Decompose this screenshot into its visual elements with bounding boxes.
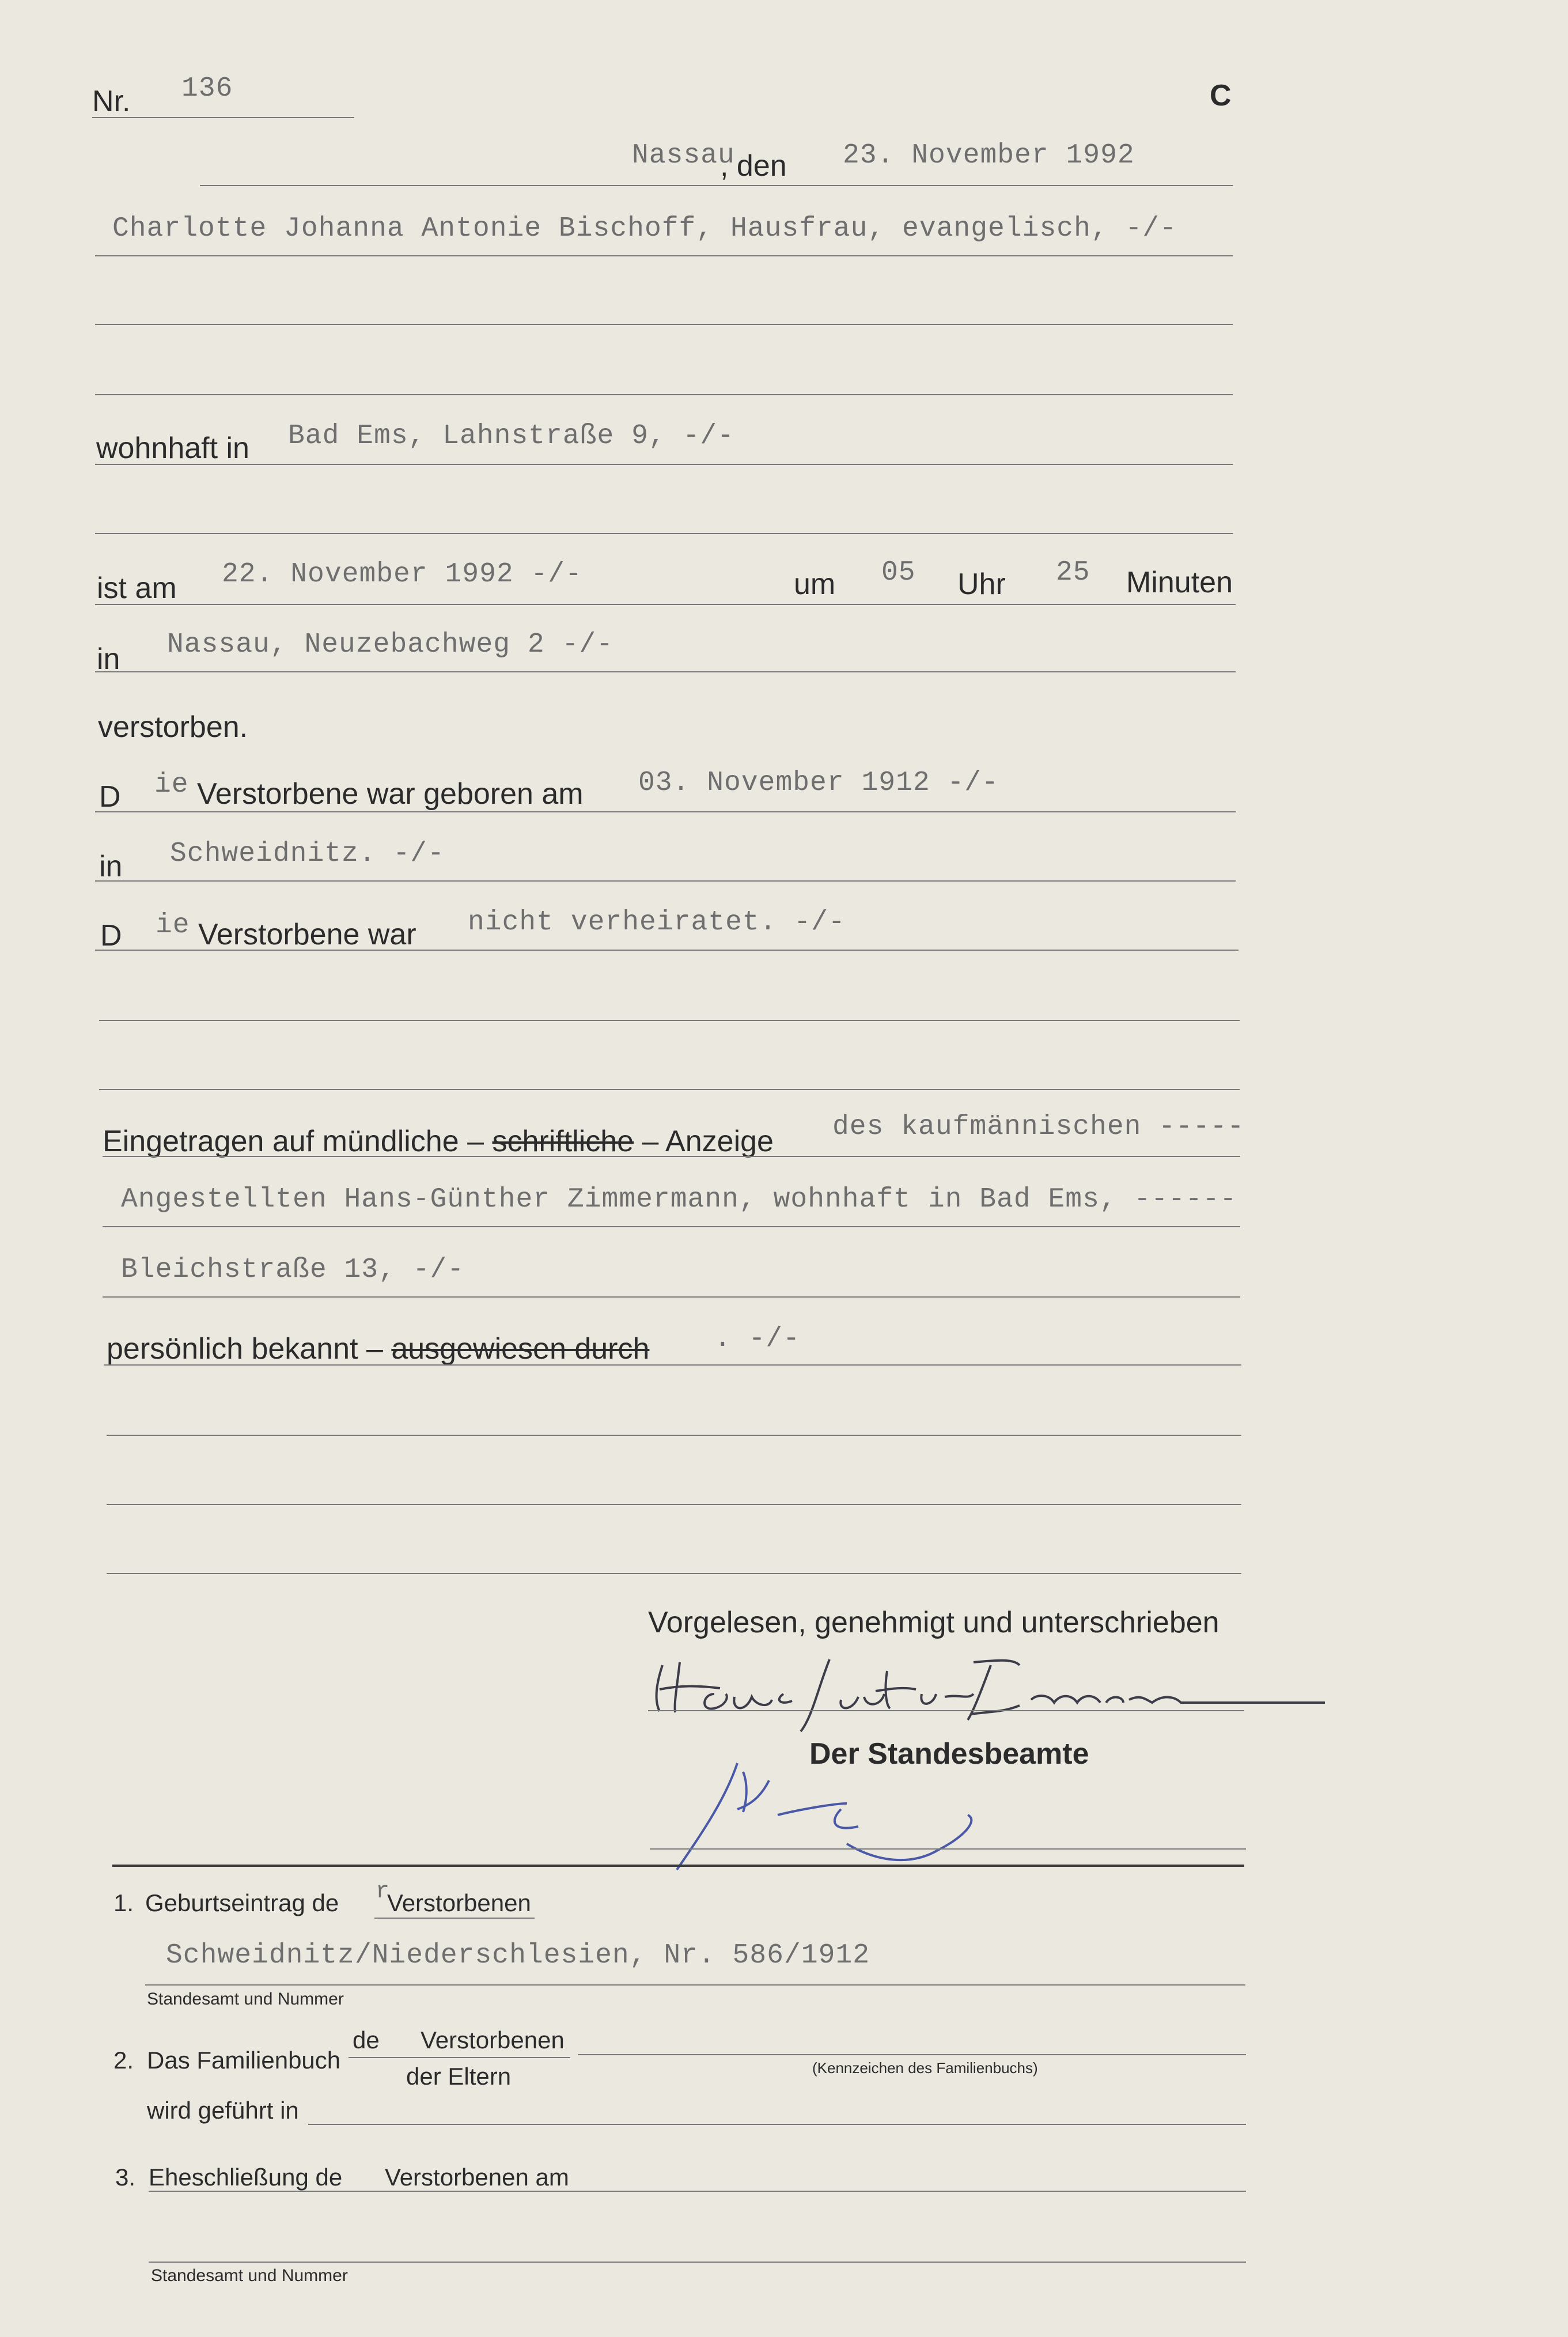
known-value: . -/-	[714, 1323, 801, 1355]
form-code: C	[1210, 79, 1232, 112]
report-label	[103, 1126, 774, 1156]
residence-underline	[95, 464, 1233, 465]
item2-label: Das Familienbuch	[147, 2047, 341, 2074]
registrar-signature	[668, 1746, 991, 1884]
item2-de: de	[353, 2026, 380, 2054]
death-date-underline	[95, 604, 1236, 605]
residence-label: wohnhaft in	[96, 432, 249, 465]
reporter-line1: des kaufmännischen -----	[832, 1111, 1245, 1143]
birth-date-underline	[95, 811, 1236, 812]
blank-line	[107, 1573, 1241, 1574]
standesamt-label-2: Standesamt und Nummer	[151, 2266, 348, 2285]
birth-place-underline	[95, 880, 1236, 882]
item3-number: 3.	[115, 2164, 136, 2191]
verstorben-label: verstorben.	[98, 710, 248, 744]
standesamt-label: Standesamt und Nummer	[147, 1990, 344, 2009]
nr-label: Nr.	[92, 85, 131, 118]
item2-gefuehrt: wird geführt in	[147, 2097, 299, 2124]
blank-line	[99, 1020, 1240, 1021]
den-label: , den	[720, 149, 787, 183]
item3-label: Eheschließung de	[149, 2164, 343, 2191]
item2-number: 2.	[113, 2047, 134, 2074]
ist-am-label: ist am	[97, 572, 177, 605]
blank-line	[95, 394, 1233, 395]
footer-divider	[112, 1865, 1244, 1867]
birth-label: Verstorbene war geboren am	[197, 777, 584, 811]
item3-standesamt-underline	[149, 2262, 1246, 2263]
minuten-label: Minuten	[1126, 566, 1233, 599]
blank-line	[95, 533, 1233, 534]
item1-label-underline	[374, 1918, 535, 1919]
nr-value: 136	[181, 73, 233, 104]
death-place-underline	[95, 671, 1236, 672]
death-minutes: 25	[1056, 557, 1090, 588]
known-underline	[104, 1364, 1241, 1366]
item1-label: Geburtseintrag de	[145, 1889, 339, 1916]
report-underline	[103, 1156, 1240, 1157]
report-label-b: – Anzeige	[634, 1125, 774, 1158]
item3-label2: Verstorbenen am	[385, 2164, 569, 2191]
known-label-a: persönlich bekannt –	[107, 1332, 392, 1366]
birth-place: Schweidnitz. -/-	[170, 838, 445, 869]
report-label-a: Eingetragen auf mündliche –	[103, 1125, 493, 1158]
registrar-signature-line	[650, 1848, 1246, 1850]
d-prefix-2: D	[100, 919, 122, 952]
death-place: Nassau, Neuzebachweg 2 -/-	[167, 629, 613, 660]
item2-gefuehrt-underline	[308, 2124, 1246, 2125]
blank-line	[95, 324, 1233, 325]
death-hour: 05	[881, 557, 916, 588]
known-label-struck: ausgewiesen durch	[391, 1332, 650, 1366]
reporter-line3: Bleichstraße 13, -/-	[121, 1254, 465, 1285]
item2-underline	[578, 2054, 1246, 2055]
blank-line	[107, 1435, 1241, 1436]
ie-suffix-2: ie	[156, 910, 190, 941]
name-underline	[95, 255, 1233, 256]
closing-statement: Vorgelesen, genehmigt und unterschrieben	[648, 1606, 1219, 1639]
ie-suffix: ie	[154, 769, 189, 800]
deceased-name: Charlotte Johanna Antonie Bischoff, Hausfrau, evangelisch, -/-	[112, 213, 1177, 244]
item1-label2: Verstorbenen	[387, 1889, 531, 1916]
informant-signature-line	[648, 1710, 1244, 1711]
birth-date: 03. November 1912 -/-	[638, 767, 999, 799]
show-through	[806, 144, 821, 173]
item2-fraction-line	[349, 2057, 570, 2058]
birth-register-entry: Schweidnitz/Niederschlesien, Nr. 586/1912	[166, 1940, 870, 1971]
blank-line	[99, 1089, 1240, 1090]
item2-eltern: der Eltern	[406, 2063, 512, 2090]
item3-underline	[149, 2191, 1246, 2192]
reporter-line2: Angestellten Hans-Günther Zimmermann, wohnhaft in Bad Ems, ------	[121, 1184, 1237, 1215]
marital-label: Verstorbene war	[198, 918, 416, 951]
uhr-label: Uhr	[957, 568, 1006, 601]
informant-signature	[645, 1648, 1336, 1734]
d-prefix: D	[99, 780, 121, 814]
report-label-struck: schriftliche	[492, 1125, 634, 1158]
um-label: um	[794, 568, 836, 601]
date-underline	[200, 185, 1233, 186]
place-of-record: Nassau	[632, 140, 735, 171]
item2-verstorbenen: Verstorbenen	[421, 2026, 565, 2054]
registrar-title: Der Standesbeamte	[809, 1737, 1089, 1771]
in-label: in	[97, 642, 120, 676]
birth-in-label: in	[99, 850, 123, 883]
reporter-line3-underline	[103, 1296, 1240, 1298]
known-label	[107, 1334, 649, 1364]
item1-underline	[145, 1984, 1245, 1986]
record-date: 23. November 1992	[843, 140, 1135, 171]
marital-underline	[95, 950, 1239, 951]
item1-mark: r	[376, 1879, 391, 1905]
marital-value: nicht verheiratet. -/-	[468, 907, 846, 938]
nr-underline	[92, 117, 354, 118]
death-date: 22. November 1992 -/-	[222, 559, 582, 590]
item2-kennzeichen: (Kennzeichen des Familienbuchs)	[812, 2059, 1038, 2077]
reporter-line2-underline	[103, 1226, 1240, 1227]
blank-line	[107, 1504, 1241, 1505]
residence-value: Bad Ems, Lahnstraße 9, -/-	[288, 421, 734, 452]
item1-number: 1.	[113, 1889, 134, 1916]
